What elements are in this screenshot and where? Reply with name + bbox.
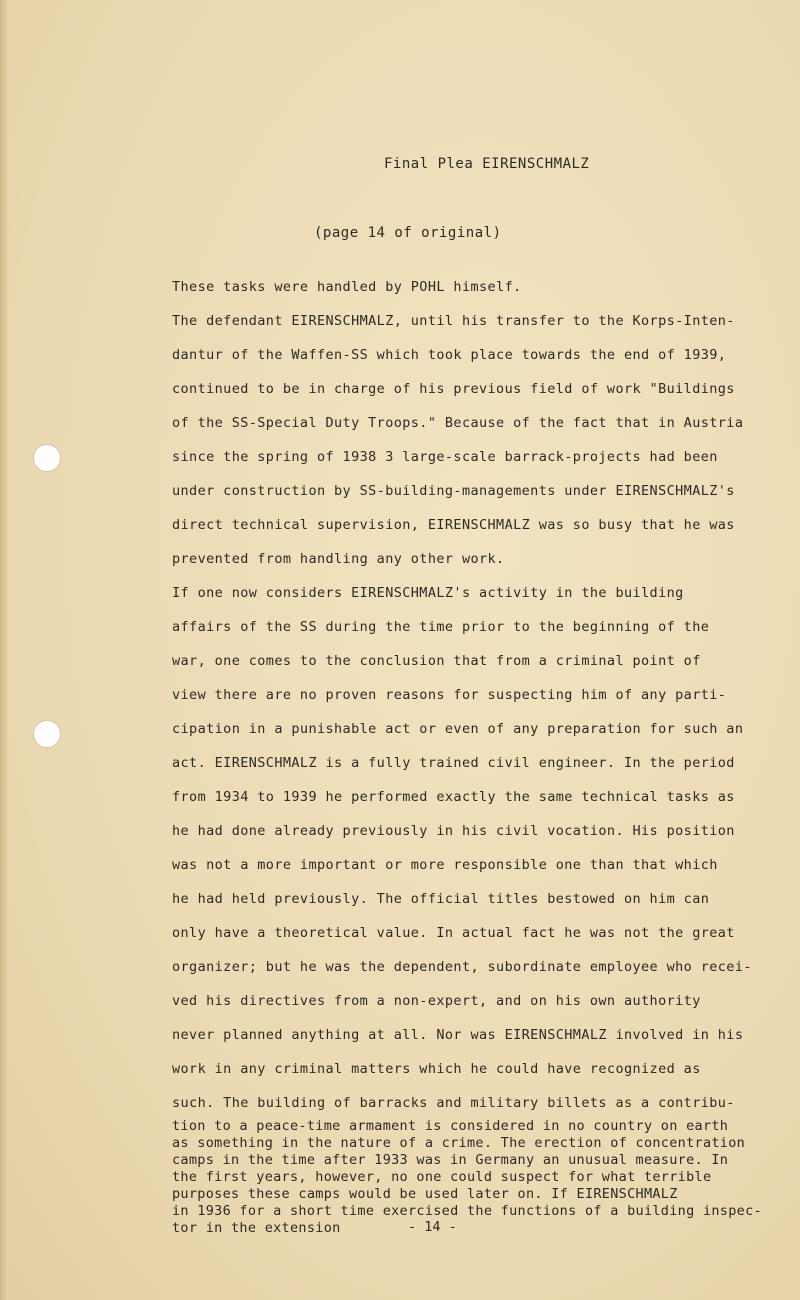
text-line: in 1936 for a short time exercised the functions of a building inspec- <box>172 1203 762 1219</box>
text-line: ved his directives from a non-expert, and on his own authority <box>172 993 701 1009</box>
punch-hole-top <box>33 444 61 472</box>
text-line: under construction by SS-building-managements under EIRENSCHMALZ's <box>172 483 735 499</box>
document-subtitle: (page 14 of original) <box>314 225 502 241</box>
text-line: If one now considers EIRENSCHMALZ's activity in the building <box>172 585 684 601</box>
text-line: cipation in a punishable act or even of any preparation for such an <box>172 721 744 737</box>
text-line: he had done already previously in his civil vocation. His position <box>172 823 735 839</box>
text-line: These tasks were handled by POHL himself. <box>172 279 522 295</box>
text-line: the first years, however, no one could suspect for what terrible <box>172 1169 712 1185</box>
single-spaced-text <box>172 1118 772 1237</box>
text-line: he had held previously. The official titles bestowed on him can <box>172 891 710 907</box>
text-line: war, one comes to the conclusion that from a criminal point of <box>172 653 701 669</box>
text-line: since the spring of 1938 3 large-scale barrack-projects had been <box>172 449 718 465</box>
text-line: prevented from handling any other work. <box>172 551 505 567</box>
text-line: such. The building of barracks and military billets as a contribu- <box>172 1095 735 1111</box>
text-line: tion to a peace-time armament is considered in no country on earth <box>172 1118 729 1134</box>
text-line: work in any criminal matters which he could have recognized as <box>172 1061 701 1077</box>
paper-edge <box>0 0 8 1300</box>
document-title: Final Plea EIRENSCHMALZ <box>384 156 590 172</box>
text-line: dantur of the Waffen-SS which took place towards the end of 1939, <box>172 347 727 363</box>
punch-hole-bottom <box>33 720 61 748</box>
text-line: view there are no proven reasons for suspecting him of any parti- <box>172 687 727 703</box>
text-line: of the SS-Special Duty Troops." Because of the fact that in Austria <box>172 415 744 431</box>
page-number: - 14 - <box>408 1219 457 1235</box>
text-line: The defendant EIRENSCHMALZ, until his transfer to the Korps-Inten- <box>172 313 735 329</box>
text-line: only have a theoretical value. In actual fact he was not the great <box>172 925 735 941</box>
text-line: was not a more important or more responsible one than that which <box>172 857 718 873</box>
text-line: never planned anything at all. Nor was EIRENSCHMALZ involved in his <box>172 1027 744 1043</box>
text-line: tor in the extension <box>172 1220 341 1236</box>
body-text <box>172 270 762 1120</box>
text-line: as something in the nature of a crime. The erection of concentration <box>172 1135 746 1151</box>
text-line: direct technical supervision, EIRENSCHMALZ was so busy that he was <box>172 517 735 533</box>
text-line: purposes these camps would be used later on. If EIRENSCHMALZ <box>172 1186 678 1202</box>
text-line: act. EIRENSCHMALZ is a fully trained civil engineer. In the period <box>172 755 735 771</box>
text-line: affairs of the SS during the time prior to the beginning of the <box>172 619 710 635</box>
text-line: continued to be in charge of his previous field of work "Buildings <box>172 381 735 397</box>
text-line: camps in the time after 1933 was in Germany an unusual measure. In <box>172 1152 729 1168</box>
text-line: from 1934 to 1939 he performed exactly the same technical tasks as <box>172 789 735 805</box>
text-line: organizer; but he was the dependent, subordinate employee who recei- <box>172 959 752 975</box>
